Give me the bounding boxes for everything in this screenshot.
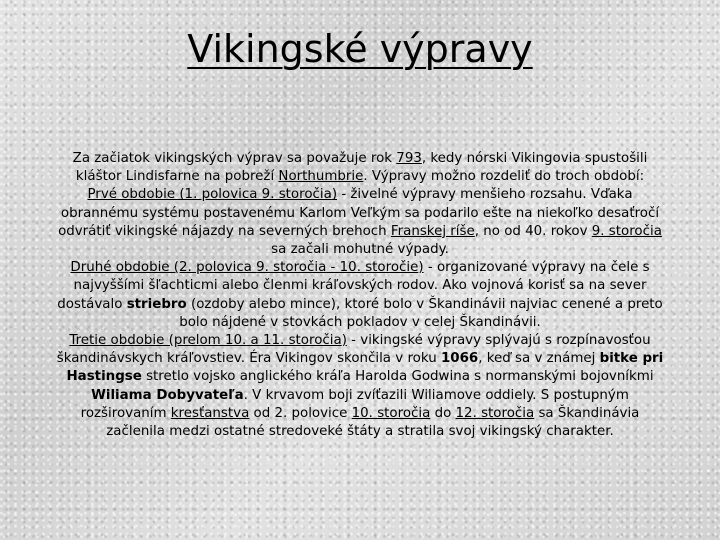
link-northumbrie[interactable]: Northumbrie (278, 169, 364, 185)
bold-bitka-hastings: bitke pri Hastingse (66, 351, 664, 385)
third-period-text-4: . V krvavom boji zvíťazili Wiliamove oddiely. S postupným rozširovaním (80, 387, 629, 421)
link-10[interactable]: 10. (225, 333, 247, 349)
link-9-storocia-2[interactable]: 9. storočia (591, 223, 662, 239)
bold-1066: 1066 (440, 351, 479, 367)
link-krestanstva[interactable]: kresťanstva (170, 405, 250, 421)
first-period-heading-1: Prvé obdobie (1. polovica (87, 187, 262, 203)
link-793[interactable]: 793 (396, 151, 422, 166)
slide-title (0, 24, 720, 74)
link-10-storocia[interactable]: 10. storočia (351, 405, 431, 421)
bold-wiliam: Wiliama Dobyvateľa (91, 387, 244, 403)
intro-text-2: , kedy nórski Vikingovia spustošili kláštor Lindisfarne na pobreží (75, 151, 648, 185)
second-period-heading-2: - (326, 260, 340, 276)
third-period-heading-3: ) (341, 333, 347, 349)
first-period-text-3: sa začali mohutné výpady. (271, 242, 449, 258)
link-9-storocia[interactable]: 9. storočia (261, 187, 332, 203)
first-period-text-2: , no od 40. rokov (474, 223, 592, 239)
third-period-heading-1: Tretie obdobie (prelom (69, 333, 225, 349)
third-period-heading-2: a (246, 333, 264, 349)
first-period-heading-2: ) (331, 187, 338, 203)
third-period-text-7: sa Škandinávia začlenila medzi ostatné stredoveké štáty a stratila svoj vikingský charakter. (106, 405, 640, 440)
second-period-heading-1: Druhé obdobie (2. polovica (70, 260, 257, 276)
title-text: Vikingské výpravy (187, 27, 533, 71)
third-period-text-1: - vikingské výpravy splývajú s rozpínavosťou škandinávskych kráľovstiev. Éra Vikingov skončila v roku (56, 333, 651, 367)
intro-text-3: . Výpravy možno rozdeliť do troch období: (363, 169, 645, 185)
third-period-text-6: do (430, 405, 456, 421)
third-period-paragraph (52, 332, 668, 441)
bold-striebro: striebro (126, 296, 187, 312)
link-9-storocia-3[interactable]: 9. storočia (256, 260, 327, 276)
link-10-storocie[interactable]: 10. storočie (339, 260, 419, 276)
slide-body (52, 150, 668, 441)
second-period-text-2: (ozdoby alebo mince), ktoré bolo v Škandinávii najviac cenené a preto bolo nájdené v stovkách pokladov v celej Škandinávii. (179, 296, 663, 330)
third-period-text-2: , keď sa v známej (478, 351, 600, 367)
third-period-text-3: stretlo vojsko anglického kráľa Harolda Godwina s normanskými bojovníkmi (141, 369, 654, 385)
first-period-text-1: - živelné výpravy menšieho rozsahu. Vďaka obrannému systému postavenému Karlom Veľkým sa podarilo ešte na niekoľko desaťročí odvrátiť vikingské nájazdy na severných brehoch (58, 187, 660, 239)
second-period-heading-3: ) (418, 260, 424, 276)
second-period-text-1: - organizované výpravy na čele s najvyššími šľachticmi alebo členmi kráľovských rodov. Ako vojnová korisť sa na sever dostávalo (57, 260, 650, 312)
intro-text-1: Za začiatok vikingských výprav sa považuje rok (72, 151, 397, 166)
second-period-paragraph (52, 259, 668, 332)
first-period-paragraph (52, 186, 668, 259)
intro-paragraph (52, 150, 668, 186)
link-11-storocia[interactable]: 11. storočia (263, 333, 342, 349)
third-period-text-5: od 2. polovice (249, 405, 352, 421)
link-franskej-rise[interactable]: Franskej ríše (390, 223, 475, 239)
link-12-storocia[interactable]: 12. storočia (455, 405, 535, 421)
